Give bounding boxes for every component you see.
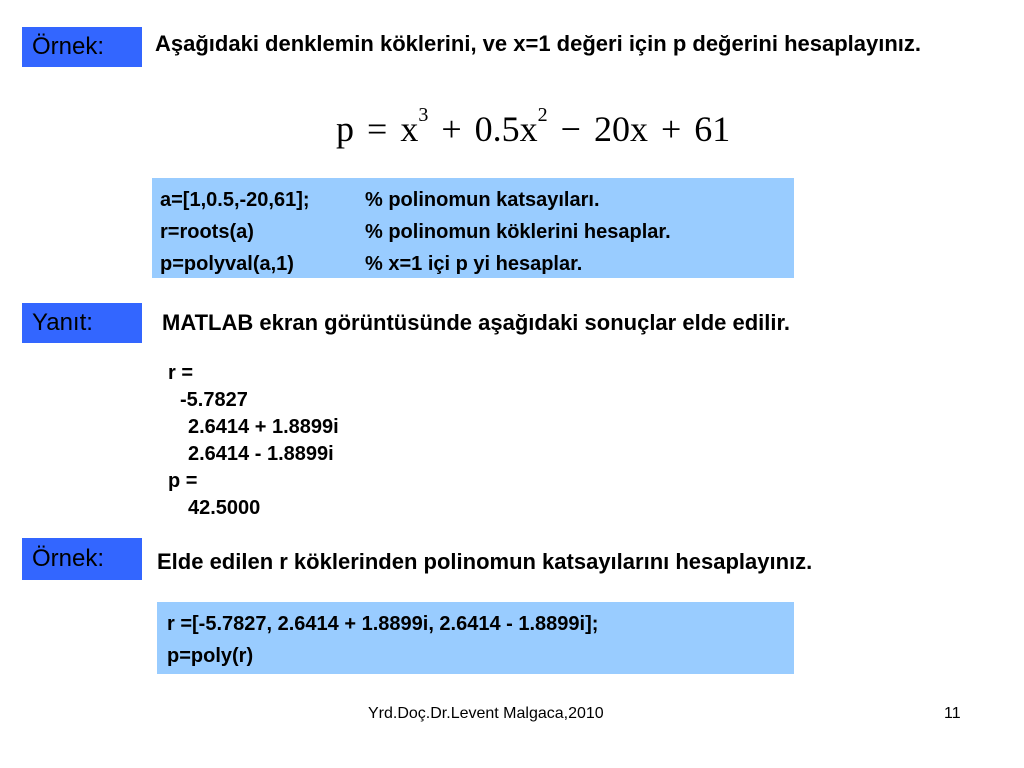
code-line [160, 216, 794, 248]
formula-op1: + [441, 109, 462, 149]
code-comment: % polinomun köklerini hesaplar. [365, 220, 671, 243]
code-statement: p=polyval(a,1) [160, 252, 294, 275]
formula-term3: 20x [593, 109, 648, 149]
example-text: Aşağıdaki denklemin köklerini, ve x=1 değeri için p değerini hesaplayınız. [155, 31, 922, 56]
code-statement: r =[-5.7827, 2.6414 + 1.8899i, 2.6414 - 1.8899i]; [167, 612, 599, 635]
answer-tag: Yanıt: [22, 303, 142, 343]
formula-op2: − [560, 109, 581, 149]
code-line [160, 184, 794, 216]
output-line: 2.6414 - 1.8899i [188, 443, 334, 465]
example-tag: Örnek: [22, 27, 142, 67]
output-line: 42.5000 [188, 497, 261, 519]
output-line: r = [168, 362, 194, 384]
answer-text: MATLAB ekran görüntüsünde aşağıdaki sonuçlar elde edilir. [162, 310, 790, 335]
code-comment: % polinomun katsayıları. [365, 188, 600, 211]
code-line [167, 640, 794, 672]
footer-author: Yrd.Doç.Dr.Levent Malgaca,2010 [368, 705, 604, 722]
matlab-output [168, 360, 339, 522]
formula-lhs: p [336, 109, 354, 149]
example2-text: Elde edilen r köklerinden polinomun katsayılarını hesaplayınız. [157, 549, 813, 574]
formula-op3: + [660, 109, 682, 149]
output-line: -5.7827 [180, 389, 248, 411]
output-line: 2.6414 + 1.8899i [188, 416, 339, 438]
page-number: 11 [944, 705, 961, 722]
code-statement: r=roots(a) [160, 220, 254, 243]
formula-term1: x [400, 109, 419, 149]
formula-exp1: 3 [418, 104, 429, 126]
example2-tag: Örnek: [22, 538, 142, 580]
matlab-code-box-2 [157, 602, 794, 674]
formula-term2: 0.5x [474, 109, 538, 149]
code-line [160, 248, 794, 280]
code-line [167, 608, 794, 640]
matlab-code-box [152, 178, 794, 278]
formula-eq: = [367, 109, 388, 149]
code-statement: a=[1,0.5,-20,61]; [160, 188, 310, 211]
polynomial-formula [336, 104, 731, 158]
formula-term4: 61 [694, 109, 731, 149]
code-comment: % x=1 içi p yi hesaplar. [365, 252, 583, 275]
output-line: p = [168, 470, 198, 492]
formula-exp2: 2 [537, 104, 548, 126]
code-statement: p=poly(r) [167, 644, 254, 667]
